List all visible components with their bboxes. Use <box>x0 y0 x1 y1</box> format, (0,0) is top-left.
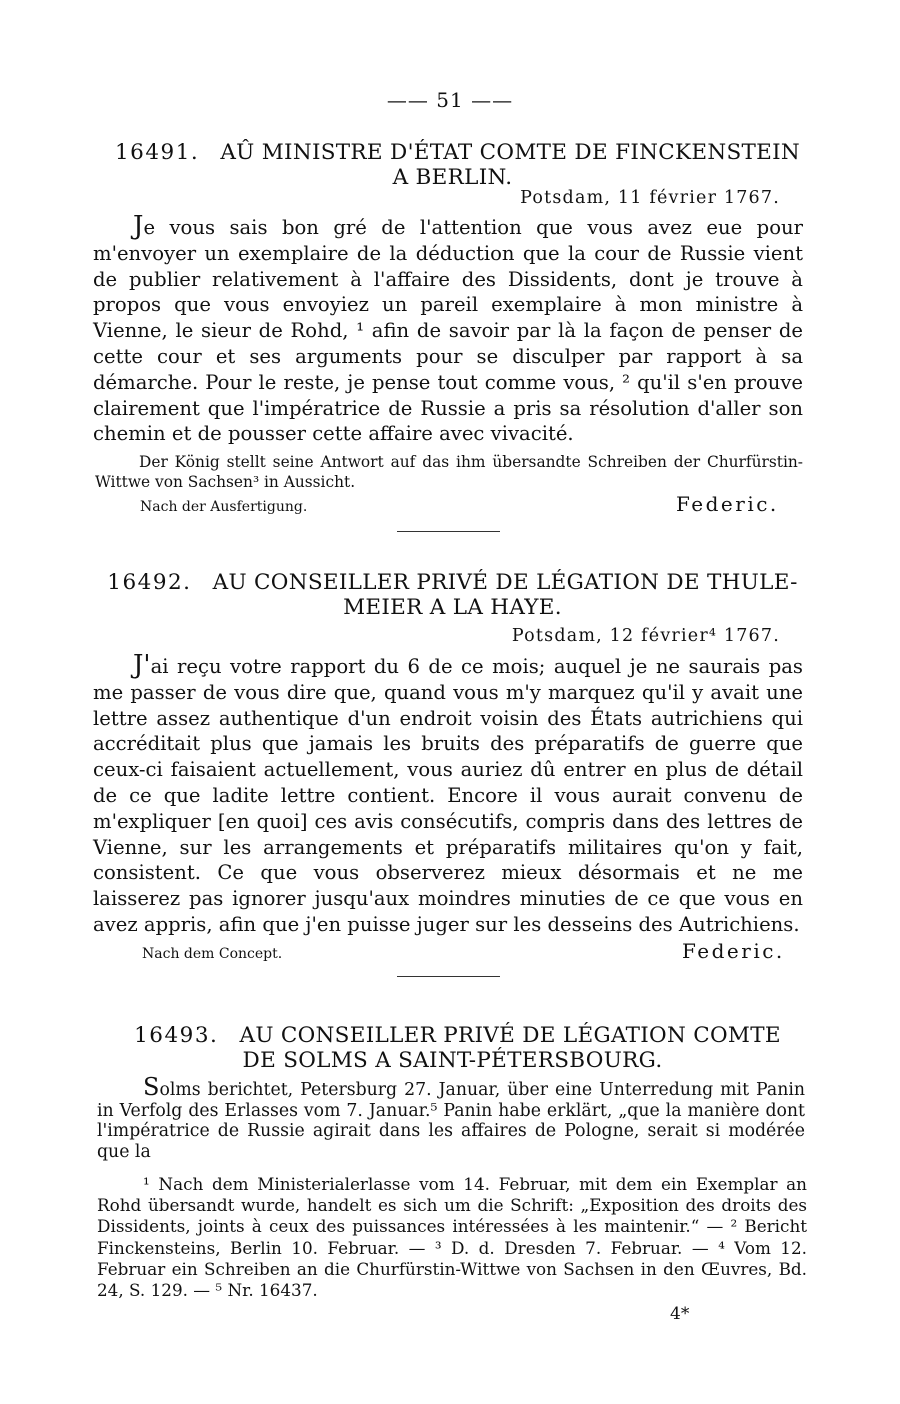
letter-body: Je vous sais bon gré de l'attention que vous avez eue pour m'envoyer un exemplaire de la déduction que la cour de Russie vient de publier relativement à l'affaire des Dissidents, dont je trouve à propos que vous envoyiez un pareil exemplaire à mon ministre à Vienne, le sieur de Rohd, ¹ afin de savoir par là la façon de penser de cette cour et ses arguments pour se disculper par rapport à sa démarche. Pour le reste, je pense tout comme vous, ² qu'il s'en prouve clairement que l'impératrice de Russie a pris sa résolution d'aller son chemin et de pousser cette affaire avec vivacité. <box>93 211 803 446</box>
dateline: Potsdam, 12 février⁴ 1767. <box>511 626 780 646</box>
heading-line: DE SOLMS A SAINT-PÉTERSBOURG. <box>242 1048 663 1073</box>
letter-number: 16491. <box>114 140 200 165</box>
letter-heading-16492 <box>95 570 810 620</box>
signature: Federic. <box>676 492 779 516</box>
page-number: —— 51 —— <box>386 88 514 112</box>
heading-line: AU CONSEILLER PRIVÉ DE LÉGATION DE THULE- <box>212 570 798 595</box>
section-divider <box>397 976 500 977</box>
signature-mark: 4* <box>670 1304 690 1324</box>
source-note: Nach der Ausfertigung. <box>140 499 308 515</box>
heading-line: AÛ MINISTRE D'ÉTAT COMTE DE FINCKENSTEIN <box>220 140 801 165</box>
letter-number: 16493. <box>134 1023 219 1048</box>
footnotes: ¹ Nach dem Ministerialerlasse vom 14. Februar, mit dem ein Exemplar an Rohd übersandt wurde, handelt es sich um die Schrift: „Exposition des droits des Dissidents, joints à ceux des puissances intéressées à les maintenir.“ — ² Bericht Finckensteins, Berlin 10. Februar. — ³ D. d. Dresden 7. Februar. — ⁴ Vom 12. Februar ein Schreiben an die Churfürstin-Wittwe von Sachsen in den Œuvres, Bd. 24, S. 129. — ⁵ Nr. 16437. <box>97 1174 807 1301</box>
heading-line: AU CONSEILLER PRIVÉ DE LÉGATION COMTE <box>239 1023 781 1048</box>
letter-heading-16493 <box>95 1023 810 1073</box>
letter-body: J'ai reçu votre rapport du 6 de ce mois; auquel je ne saurais pas me passer de vous dire que, quand vous m'y marquez qu'il y avait une lettre assez authentique d'un endroit voisin des États autrichiens qui accréditait plus que jamais les bruits des préparatifs de guerre que ceux-ci faisaient actuellement, vous auriez dû entrer en plus de détail de ce que ladite lettre contient. Encore il vous aurait convenu de m'expliquer [en quoi] ces avis consécutifs, compris dans des lettres de Vienne, sur les arrangements et préparatifs militaires qu'on y fait, consistent. Ce que vous observerez mieux désormais et ne me laisserez pas ignorer jusqu'aux moindres minuties de ce que vous en avez appris, afin que j'en puisse juger sur les desseins des Autrichiens. <box>93 650 803 936</box>
source-note: Nach dem Concept. <box>142 946 283 962</box>
letter-heading-16491 <box>95 140 810 190</box>
letter-summary: Solms berichtet, Petersburg 27. Januar, über eine Unterredung mit Panin in Verfolg des Erlasses vom 7. Januar.⁵ Panin habe erklärt, „que la manière dont l'impératrice de Russie agirait dans les affaires de Pologne, serait si modérée que la <box>97 1073 805 1162</box>
signature: Federic. <box>682 939 785 963</box>
letter-number: 16492. <box>107 570 192 595</box>
editorial-note: Der König stellt seine Antwort auf das ihm übersandte Schreiben der Churfürstin-Wittwe von Sachsen³ in Aussicht. <box>95 453 803 491</box>
heading-line: MEIER A LA HAYE. <box>343 595 562 620</box>
heading-line: A BERLIN. <box>392 165 513 190</box>
section-divider <box>397 531 500 532</box>
dateline: Potsdam, 11 février 1767. <box>520 188 780 208</box>
